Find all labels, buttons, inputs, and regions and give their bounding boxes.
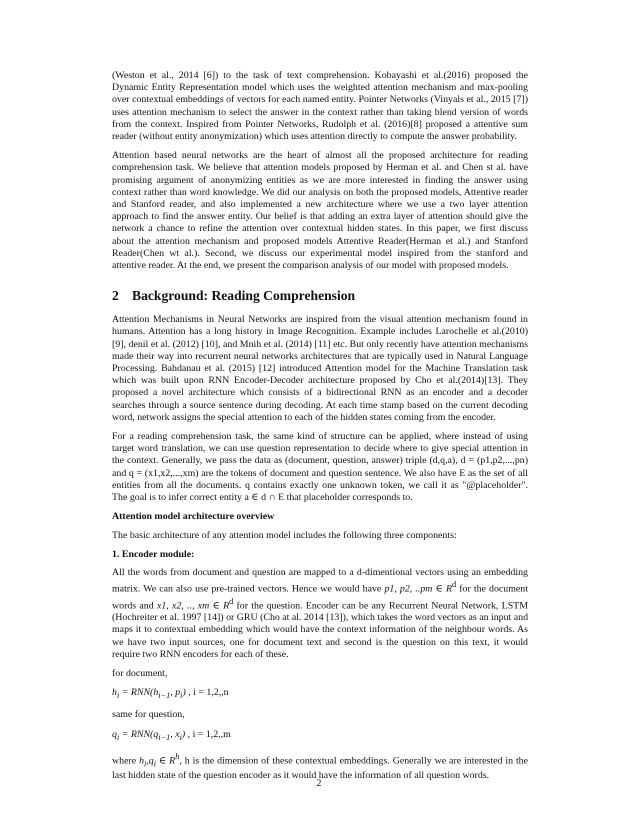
math-sup-h: h — [175, 751, 180, 761]
encoder-text-1: All the words from document and question are mapped to a d-dimentional vectors using an embedding matrix. We can also use pre-trained vectors. Hence we would have — [112, 566, 528, 595]
section-number: 2 — [112, 288, 119, 304]
eq2-close: ) — [181, 728, 186, 740]
math-question-vectors: x1, x2, .., xm ∈ R — [156, 599, 230, 611]
eq2-range: , i = 1,2,,m — [185, 728, 231, 740]
paragraph-for-document: for document, — [112, 667, 168, 679]
math-doc-vectors: p1, p2, ..pm ∈ R — [384, 583, 452, 595]
eq1-sub2: i−1 — [158, 691, 171, 701]
section-heading — [112, 288, 528, 304]
subheading-encoder-module: 1. Encoder module: — [112, 548, 195, 560]
hidden-text-1: where — [112, 754, 140, 766]
eq2-lhs: q — [112, 728, 117, 740]
math-q: ,q — [146, 754, 154, 766]
paragraph-reading-comprehension: For a reading comprehension task, the same kind of structure can be applied, where instead of using target word translation, we can use question representation to decide where to give special attention in the context. Generally, we pass the data as (document, question, answer) triple (d,q,a), d = (p1,p2,...,pn) and q = (x1,x2,...,xm) are the tokens of document and question sentence. We also have E as the set of all entities from all the documents. q contains exactly one unknown token, we call it as "@placeholder". The goal is to infer correct entity a ∈ d ∩ E that placeholder corresponds to. — [112, 431, 528, 504]
eq2-sub3: i — [179, 732, 182, 742]
paragraph-attention-models: Attention based neural networks are the heart of almost all the proposed architecture for reading comprehension task. We believe that attention models proposed by Herman et al. and Chen st al. have promising argument of anonymizing entities as we are more interested in finding the answer using context rather than word knowledge. We did our analysis on both the proposed models, Attentive reader and Stanford reader, and also implemented a new architecture where we use a two layer attention approach to find the answer entity. Our belief is that adding an extra layer of attention should give the network a chance to refine the attention over contextual hidden states. In this paper, we first discuss about the attention mechanism and proposed models Attentive Reader(Herman et al.) and Stanford Reader(Chen wt al.). Second, we discuss our experimental model inspired from the stanford and attentive reader. At the end, we present the comparison analysis of our model with proposed models. — [112, 150, 528, 272]
eq2-sub: i — [116, 732, 120, 742]
encoder-text-2: for the document words and — [112, 583, 528, 611]
page-number: 2 — [316, 778, 322, 789]
paragraph-attention-mechanisms: Attention Mechanisms in Neural Networks are inspired from the visual attention mechanism found in humans. Attention has a long history in Image Recognition. Example includes Larochelle et al.(2010) [9], denil et al. (2012) [10], and Mnih et al. (2014) [11] etc. But only recently have attention mechanisms made their way into recurrent neural networks architectures that are typically used in Natural Language Processing. Bahdanau et al. (2015) [12] introduced Attention model for the Machine Translation task which was built upon RNN Encoder-Decoder architecture proposed by Cho et al.(2014)[13]. They proposed a novel architecture which consists of a bidirectional RNN as an encoder and a decoder searches through a source sentence during decoding. At each time stamp based on the current decoding word, network assigns the special attention to each of the hidden states coming from the encoder. — [112, 314, 528, 423]
eq2-end: , x — [170, 728, 180, 740]
paragraph-related-work: (Weston et al., 2014 [6]) to the task of text comprehension. Kobayashi et al.(2016) proposed the Dynamic Entity Representation model which uses the weighted attention mechanism and max-pooling over contextual embeddings of vectors for each named entity. Pointer Networks (Vinyals et al., 2015 [7]) uses attention mechanism to select the answer in the context rather than taking blend version of words from the context. Inspired from Pointer Networks, Rudolph et al. (2016)[8] proposed a attentive sum reader (without entity anonymization) which uses attention directly to compute the answer probability. — [112, 70, 528, 143]
math-h: h — [139, 754, 144, 766]
math-sup-d2: d — [229, 596, 234, 606]
eq1-mid: = RNN(h — [119, 687, 159, 699]
math-h-sub: i — [144, 758, 147, 768]
equation-question-encoder — [112, 729, 528, 744]
eq1-sub3: i — [180, 691, 183, 701]
eq2-mid: = RNN(q — [119, 728, 159, 740]
eq1-range: , i = 1,2,,n — [185, 687, 229, 699]
paragraph-encoder — [112, 567, 528, 661]
eq1-sub: i — [116, 691, 120, 701]
eq1-lhs: h — [112, 687, 117, 699]
equation-document-encoder — [112, 687, 528, 702]
page-body — [112, 70, 528, 789]
eq2-sub2: i−1 — [158, 732, 171, 742]
paragraph-same-for-question: same for question, — [112, 709, 185, 721]
paragraph-components: The basic architecture of any attention model includes the following three components: — [112, 529, 457, 541]
encoder-text-3: for the question. Encoder can be any Recurrent Neural Network, LSTM (Hochreiter et al. 1997 [14]) or GRU (Cho at al. 2014 [13]), which takes the word vectors as an input and maps it to contextual embedding which would have the context information of the neighbour words. As we have two input sources, one for document text and second is the question on this text, it would require two RNN encoders for each of these. — [112, 599, 529, 660]
eq1-close: ) — [182, 687, 186, 699]
eq1-end: , p — [170, 687, 181, 699]
section-title: Background: Reading Comprehension — [132, 288, 356, 304]
math-in-r: ∈ R — [156, 754, 176, 766]
subheading-architecture-overview: Attention model architecture overview — [112, 511, 275, 523]
math-sup-d1: d — [451, 580, 457, 590]
hidden-text-2: , h is the dimension of these contextual embeddings. Generally we are interested in the last hidden state of the question encoder as it would have the information of all question words. — [112, 754, 529, 782]
math-q-sub: i — [153, 758, 156, 768]
